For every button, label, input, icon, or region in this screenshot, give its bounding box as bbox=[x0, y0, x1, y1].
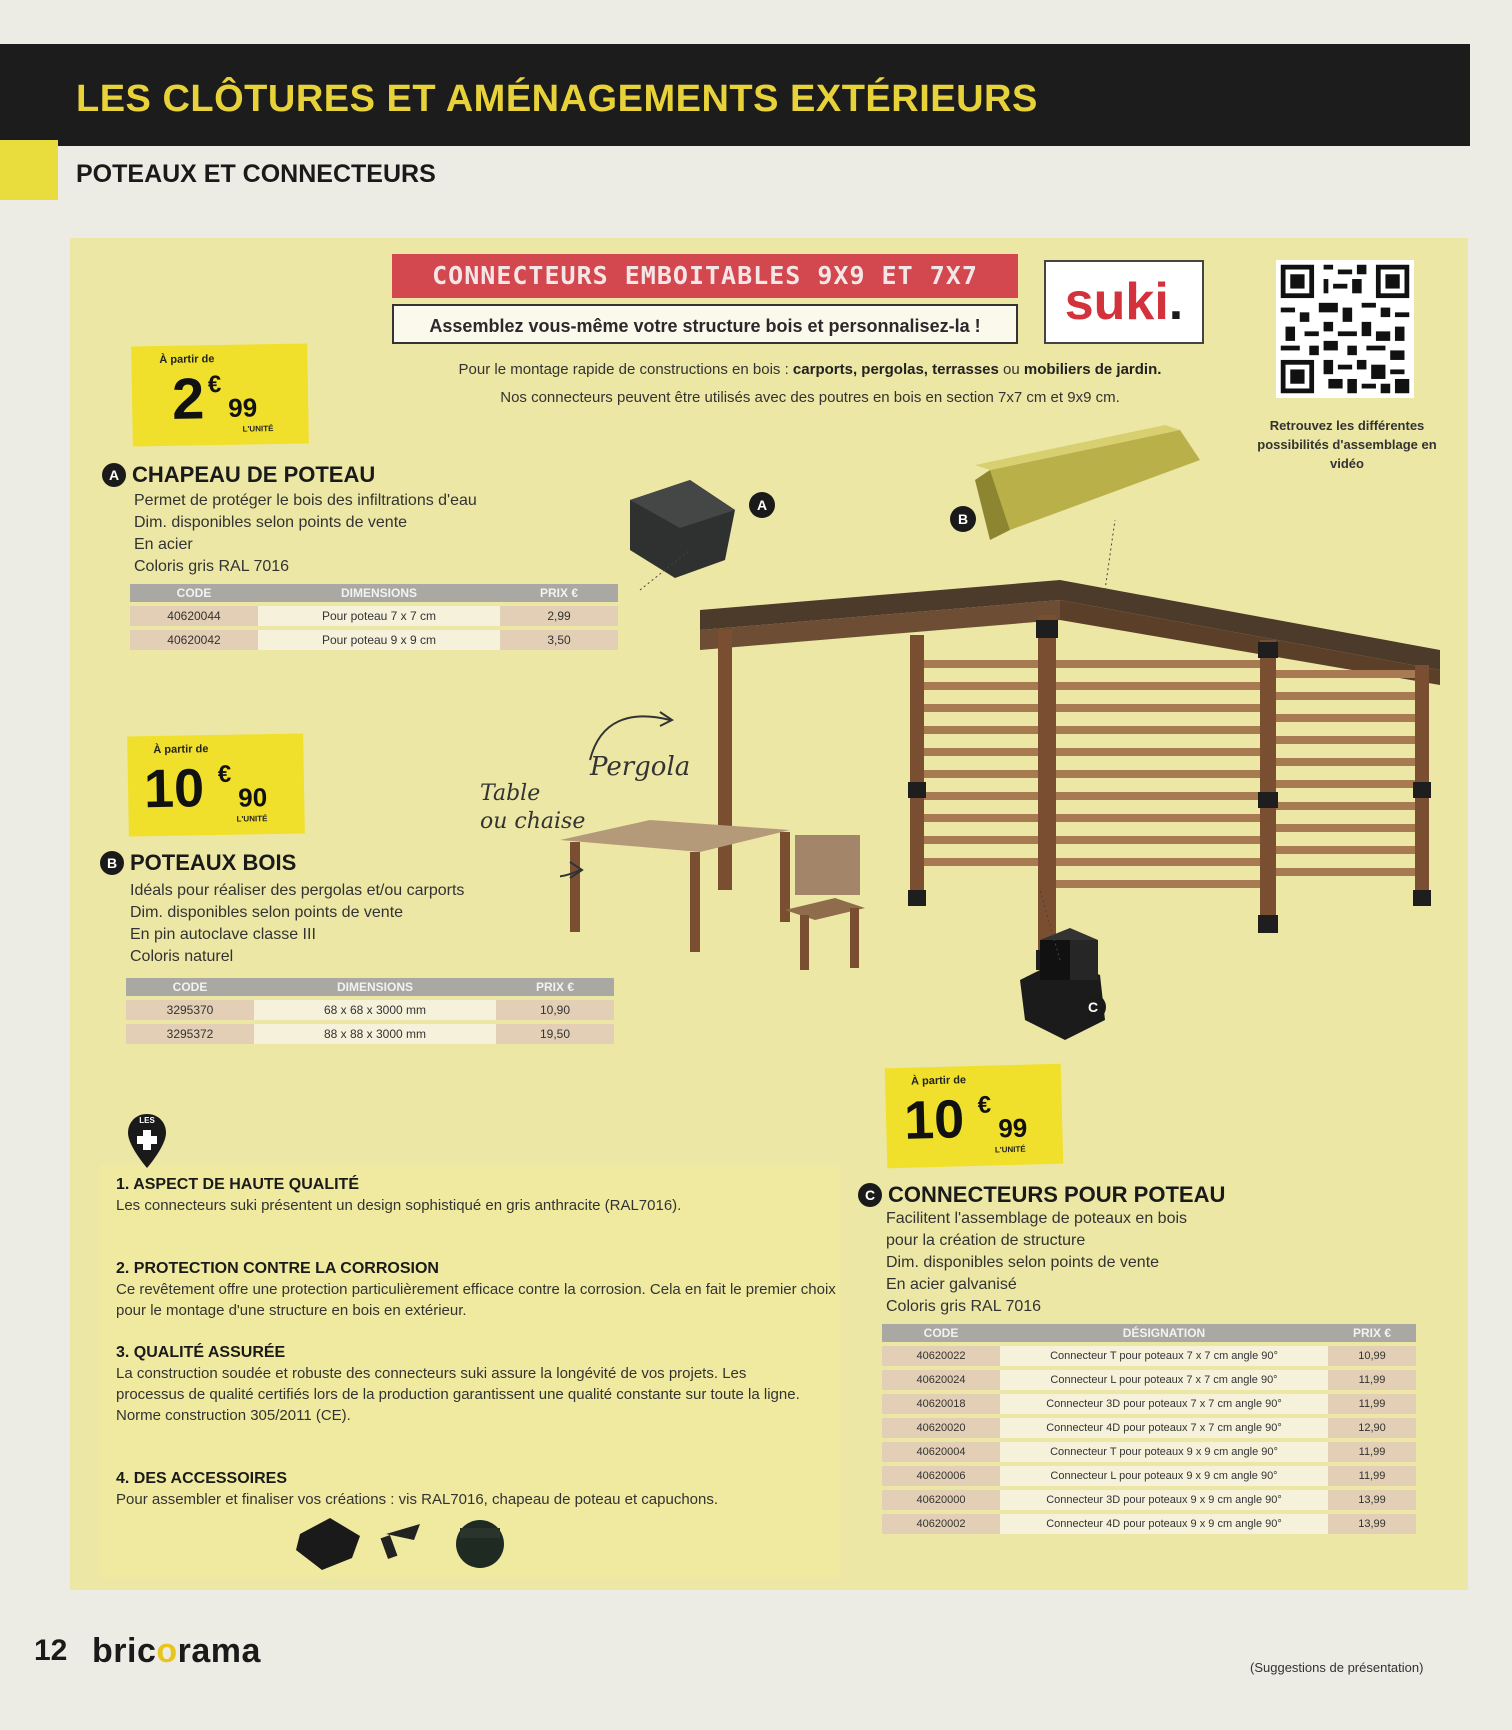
table-chair-image bbox=[560, 820, 865, 970]
promo-banner-title: CONNECTEURS EMBOITABLES 9X9 ET 7X7 bbox=[392, 254, 1018, 298]
table-row: 40620042 Pour poteau 9 x 9 cm 3,50 bbox=[130, 630, 618, 650]
post-cap-accessory bbox=[296, 1518, 360, 1570]
price-cents: 99 bbox=[227, 392, 258, 423]
page-subtitle: POTEAUX ET CONNECTEURS bbox=[76, 160, 436, 188]
screw-accessory bbox=[381, 1524, 420, 1559]
table-row: 40620000 Connecteur 3D pour poteaux 9 x 9 cm angle 90° 13,99 bbox=[882, 1490, 1416, 1510]
yellow-tab bbox=[0, 140, 58, 200]
connector-image bbox=[1020, 928, 1105, 1040]
les-plus-badge-label: LES bbox=[139, 1116, 155, 1125]
price-cents: 99 bbox=[997, 1112, 1028, 1144]
post-cap-image bbox=[630, 480, 735, 578]
price-from-label: À partir de bbox=[153, 743, 209, 757]
price-cents: 90 bbox=[237, 782, 268, 813]
price-integer: 2 bbox=[171, 366, 205, 432]
table-row: 40620006 Connecteur L pour poteaux 9 x 9 cm angle 90° 11,99 bbox=[882, 1466, 1416, 1486]
price-currency: € bbox=[977, 1091, 992, 1119]
qr-code-icon bbox=[1276, 260, 1414, 398]
table-row: 40620004 Connecteur T pour poteaux 9 x 9 cm angle 90° 11,99 bbox=[882, 1442, 1416, 1462]
intro-line-2: Nos connecteurs peuvent être utilisés avec des poutres en bois en section 7x7 cm et 9x9 cm. bbox=[500, 389, 1120, 406]
table-row: 40620022 Connecteur T pour poteaux 7 x 7 cm angle 90° 10,99 bbox=[882, 1346, 1416, 1366]
product-a-description: Permet de protéger le bois des infiltrations d'eau Dim. disponibles selon points de vente En acier Coloris gris RAL 7016 bbox=[134, 492, 477, 575]
qr-code[interactable] bbox=[1276, 260, 1414, 398]
advantage-1: 1. ASPECT DE HAUTE QUALITÉ Les connecteurs suki présentent un design sophistiqué en gris anthracite (RAL7016). bbox=[116, 1176, 682, 1214]
product-b-description: Idéals pour réaliser des pergolas et/ou carports Dim. disponibles selon points de vente En pin autoclave classe III Coloris naturel bbox=[130, 882, 465, 965]
price-from-label: À partir de bbox=[159, 353, 215, 367]
product-a-title: A CHAPEAU DE POTEAU bbox=[102, 462, 375, 488]
price-currency: € bbox=[217, 760, 232, 788]
promo-intro bbox=[360, 356, 1260, 412]
marker-c: C bbox=[1080, 994, 1106, 1020]
marker-a: A bbox=[749, 492, 775, 518]
pergola-label: Pergola bbox=[590, 752, 691, 782]
page-number: 12 bbox=[34, 1634, 68, 1667]
table-row: 40620020 Connecteur 4D pour poteaux 7 x 7 cm angle 90° 12,90 bbox=[882, 1418, 1416, 1438]
price-integer: 10 bbox=[143, 758, 205, 820]
price-tag-b bbox=[127, 733, 305, 836]
les-plus-badge bbox=[126, 1112, 168, 1172]
bricorama-logo: bricorama bbox=[92, 1632, 261, 1670]
cap-accessory bbox=[456, 1520, 504, 1568]
table-row: 3295370 68 x 68 x 3000 mm 10,90 bbox=[126, 1000, 614, 1020]
section-title: LES CLÔTURES ET AMÉNAGEMENTS EXTÉRIEURS bbox=[76, 78, 1038, 120]
product-a-table: CODE DIMENSIONS PRIX € 40620044 Pour poteau 7 x 7 cm 2,99 40620042 Pour poteau 9 x 9 cm 3,50 bbox=[130, 580, 618, 654]
table-row: 40620024 Connecteur L pour poteaux 7 x 7 cm angle 90° 11,99 bbox=[882, 1370, 1416, 1390]
table-label: Table ou chaise bbox=[480, 781, 586, 834]
table-row: 40620002 Connecteur 4D pour poteaux 9 x 9 cm angle 90° 13,99 bbox=[882, 1514, 1416, 1534]
price-tag-a bbox=[131, 343, 309, 446]
qr-caption: Retrouvez les différentes possibilités d'assemblage en vidéo bbox=[1257, 418, 1437, 471]
product-c-description: Facilitent l'assemblage de poteaux en bois pour la création de structure Dim. disponibles selon points de vente En acier galvanisé Coloris gris RAL 7016 bbox=[886, 1210, 1188, 1315]
product-b-table: CODE DIMENSIONS PRIX € 3295370 68 x 68 x 3000 mm 10,90 3295372 88 x 88 x 3000 mm 19,50 bbox=[126, 974, 614, 1048]
price-integer: 10 bbox=[903, 1089, 965, 1151]
product-c-title: C CONNECTEURS POUR POTEAU bbox=[858, 1182, 1225, 1208]
price-unit: L'UNITÉ bbox=[242, 424, 274, 434]
advantage-4: 4. DES ACCESSOIRES Pour assembler et finaliser vos créations : vis RAL7016, chapeau de poteau et capuchons. bbox=[116, 1470, 719, 1508]
intro-line-1: Pour le montage rapide de constructions en bois : carports, pergolas, terrasses ou mobiliers de jardin. bbox=[458, 361, 1162, 378]
advantage-3: 3. QUALITÉ ASSURÉE La construction soudée et robuste des connecteurs suki assure la longévité de vos projets. Les processus de qualité certifiés lors de la production garantissent une qualité constante sur toute la ligne. Norme construction 305/2011 (CE). bbox=[116, 1344, 800, 1424]
advantage-2: 2. PROTECTION CONTRE LA CORROSION Ce revêtement offre une protection particulièrement efficace contre la corrosion. Cela en fait le premier choix pour le montage d'une structure en bois en extérieur. bbox=[116, 1260, 836, 1319]
price-currency: € bbox=[207, 370, 222, 399]
suki-logo: suki. bbox=[1044, 260, 1204, 344]
price-tag-c bbox=[885, 1064, 1064, 1169]
accessories-image bbox=[296, 1510, 516, 1574]
promo-banner-subtitle: Assemblez vous-même votre structure bois et personnalisez-la ! bbox=[392, 304, 1018, 344]
product-c-table: CODE DÉSIGNATION PRIX € 40620022 Connecteur T pour poteaux 7 x 7 cm angle 90° 10,99 40620024 Connecteur L pour poteaux 7 x 7 cm angle 90° 11,99 40620018 Connecteur 3D pour poteaux 7 x 7 cm angle 90° 11,99 40620020 Connecteur 4D pour poteaux 7 x 7 cm angle 90° 12,90 40620004 Connecteur T pour poteaux 9 x 9 cm angle 90° 11,99 40620006 Connecteur L pour poteaux 9 x 9 cm angle 90° 11,99 40620000 Connecteur 3D pour poteaux 9 x 9 cm angle 90° 13,99 40620002 Connecteur 4D pour poteaux 9 x 9 cm angle 90° 13,99 bbox=[882, 1320, 1416, 1538]
wood-post-image bbox=[975, 425, 1200, 540]
product-b-title: B POTEAUX BOIS bbox=[100, 850, 296, 876]
table-row: 40620044 Pour poteau 7 x 7 cm 2,99 bbox=[130, 606, 618, 626]
table-row: 40620018 Connecteur 3D pour poteaux 7 x 7 cm angle 90° 11,99 bbox=[882, 1394, 1416, 1414]
price-from-label: À partir de bbox=[910, 1074, 967, 1088]
table-row: 3295372 88 x 88 x 3000 mm 19,50 bbox=[126, 1024, 614, 1044]
marker-b: B bbox=[950, 506, 976, 532]
presentation-note: (Suggestions de présentation) bbox=[1250, 1660, 1424, 1675]
product-illustration bbox=[560, 420, 1460, 1060]
price-unit: L'UNITÉ bbox=[236, 814, 268, 824]
price-unit: L'UNITÉ bbox=[994, 1144, 1026, 1155]
